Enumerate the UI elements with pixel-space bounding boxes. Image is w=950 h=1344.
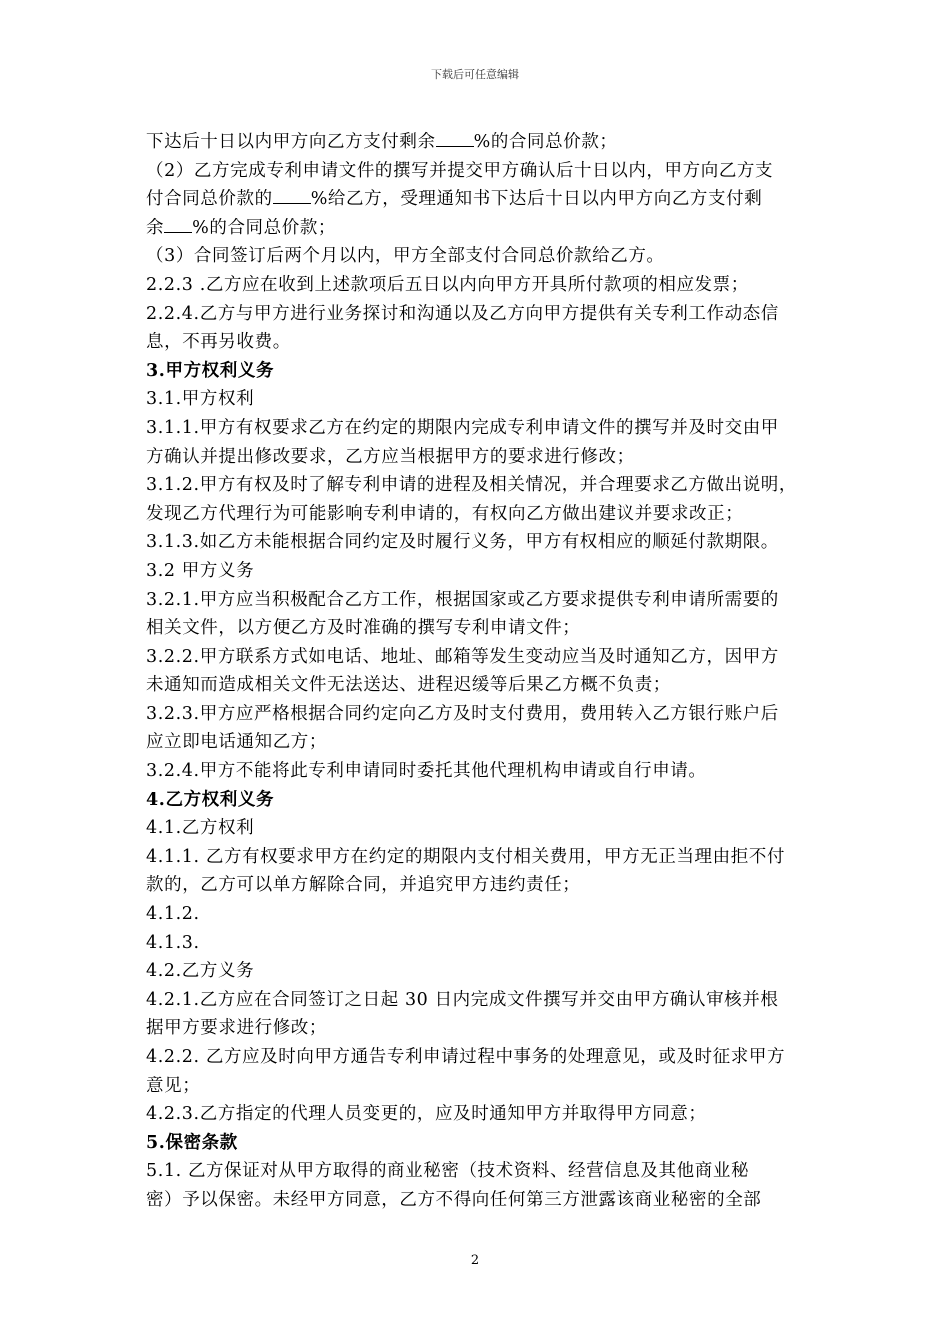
text-segment: %的合同总价款；: [192, 217, 337, 238]
text-line: [146, 214, 822, 243]
text-line: 5.1. 乙方保证对从甲方取得的商业秘密（技术资料、经营信息及其他商业秘: [146, 1161, 750, 1182]
text-line: 2.2.3 .乙方应在收到上述款项后五日以内向甲方开具所付款项的相应发票；: [146, 274, 749, 295]
text-segment: 下达后十日以内甲方向乙方支付剩余: [146, 132, 436, 152]
text-line: 4.1.1. 乙方有权要求甲方在约定的期限内支付相关费用，甲方无正当理由拒不付: [146, 846, 786, 867]
text-line: 3.1.2.甲方有权及时了解专利申请的进程及相关情况，并合理要求乙方做出说明，: [146, 475, 797, 496]
text-line: 4.2.3.乙方指定的代理人员变更的，应及时通知甲方并取得甲方同意；: [146, 1104, 707, 1125]
text-line: 3.2.2.甲方联系方式如电话、地址、邮箱等发生变动应当及时通知乙方，因甲方: [146, 646, 779, 667]
text-line: 3.2.1.甲方应当积极配合乙方工作，根据国家或乙方要求提供专利申请所需要的: [146, 589, 779, 610]
text-line: 4.1.3.: [146, 932, 200, 953]
text-line: 相关文件，以方便乙方及时准确的撰写专利申请文件；: [146, 618, 581, 639]
text-line: 应立即电话通知乙方；: [146, 732, 327, 753]
text-line: 据甲方要求进行修改；: [146, 1018, 327, 1039]
text-segment: %给乙方，受理通知书下达后十日以内甲方向乙方支付剩: [310, 189, 763, 210]
text-line: 息，不再另收费。: [146, 332, 291, 353]
text-line: 3.1.甲方权利: [146, 389, 255, 410]
text-line: （2）乙方完成专利申请文件的撰写并提交甲方确认后十日以内，甲方向乙方支: [146, 160, 774, 181]
text-line: 3.1.1.甲方有权要求乙方在约定的期限内完成专利申请文件的撰写并及时交由甲: [146, 417, 779, 438]
text-segment: 付合同总价款的: [146, 189, 273, 210]
text-line: 3.2.4.甲方不能将此专利申请同时委托其他代理机构申请或自行申请。: [146, 761, 707, 782]
text-segment: %的合同总价款；: [473, 132, 618, 152]
text-line: 4.1.乙方权利: [146, 818, 255, 839]
document-body: [146, 128, 822, 1215]
text-line: 3.1.3.如乙方未能根据合同约定及时履行义务，甲方有权相应的顺延付款期限。: [146, 532, 779, 553]
text-line: （3）合同签订后两个月以内，甲方全部支付合同总价款给乙方。: [146, 246, 665, 267]
fill-in-blank: [273, 186, 311, 204]
text-segment: 余: [146, 217, 165, 238]
text-line: 意见；: [146, 1075, 201, 1096]
page-header: 下载后可任意编辑: [431, 68, 519, 81]
text-line: 2.2.4.乙方与甲方进行业务探讨和沟通以及乙方向甲方提供有关专利工作动态信: [146, 303, 779, 324]
text-line: 发现乙方代理行为可能影响专利申请的，有权向乙方做出建议并要求改正；: [146, 503, 744, 524]
section-heading: 4.乙方权利义务: [146, 789, 275, 810]
text-line: 未通知而造成相关文件无法送达、进程迟缓等后果乙方概不负责；: [146, 675, 671, 696]
text-line: 3.2.3.甲方应严格根据合同约定向乙方及时支付费用，费用转入乙方银行账户后: [146, 703, 779, 724]
text-line: 方确认并提出修改要求，乙方应当根据甲方的要求进行修改；: [146, 446, 635, 467]
text-line: 3.2 甲方义务: [146, 560, 255, 581]
fill-in-blank: [436, 129, 474, 147]
text-line: 4.2.2. 乙方应及时向甲方通告专利申请过程中事务的处理意见，或及时征求甲方: [146, 1047, 786, 1067]
fill-in-blank: [164, 215, 192, 233]
text-line: 4.2.1.乙方应在合同签订之日起 30 日内完成文件撰写并交由甲方确认审核并根: [146, 989, 779, 1010]
page-number: 2: [470, 1253, 480, 1268]
text-line: 款的，乙方可以单方解除合同，并追究甲方违约责任；: [146, 875, 581, 896]
text-line: 密）予以保密。未经甲方同意，乙方不得向任何第三方泄露该商业秘密的全部: [146, 1189, 762, 1210]
text-line: [146, 128, 822, 157]
text-line: [146, 185, 822, 214]
section-heading: 5.保密条款: [146, 1132, 238, 1153]
section-heading: 3.甲方权利义务: [146, 360, 275, 381]
text-line: 4.2.乙方义务: [146, 961, 255, 982]
text-line: 4.1.2.: [146, 904, 200, 925]
